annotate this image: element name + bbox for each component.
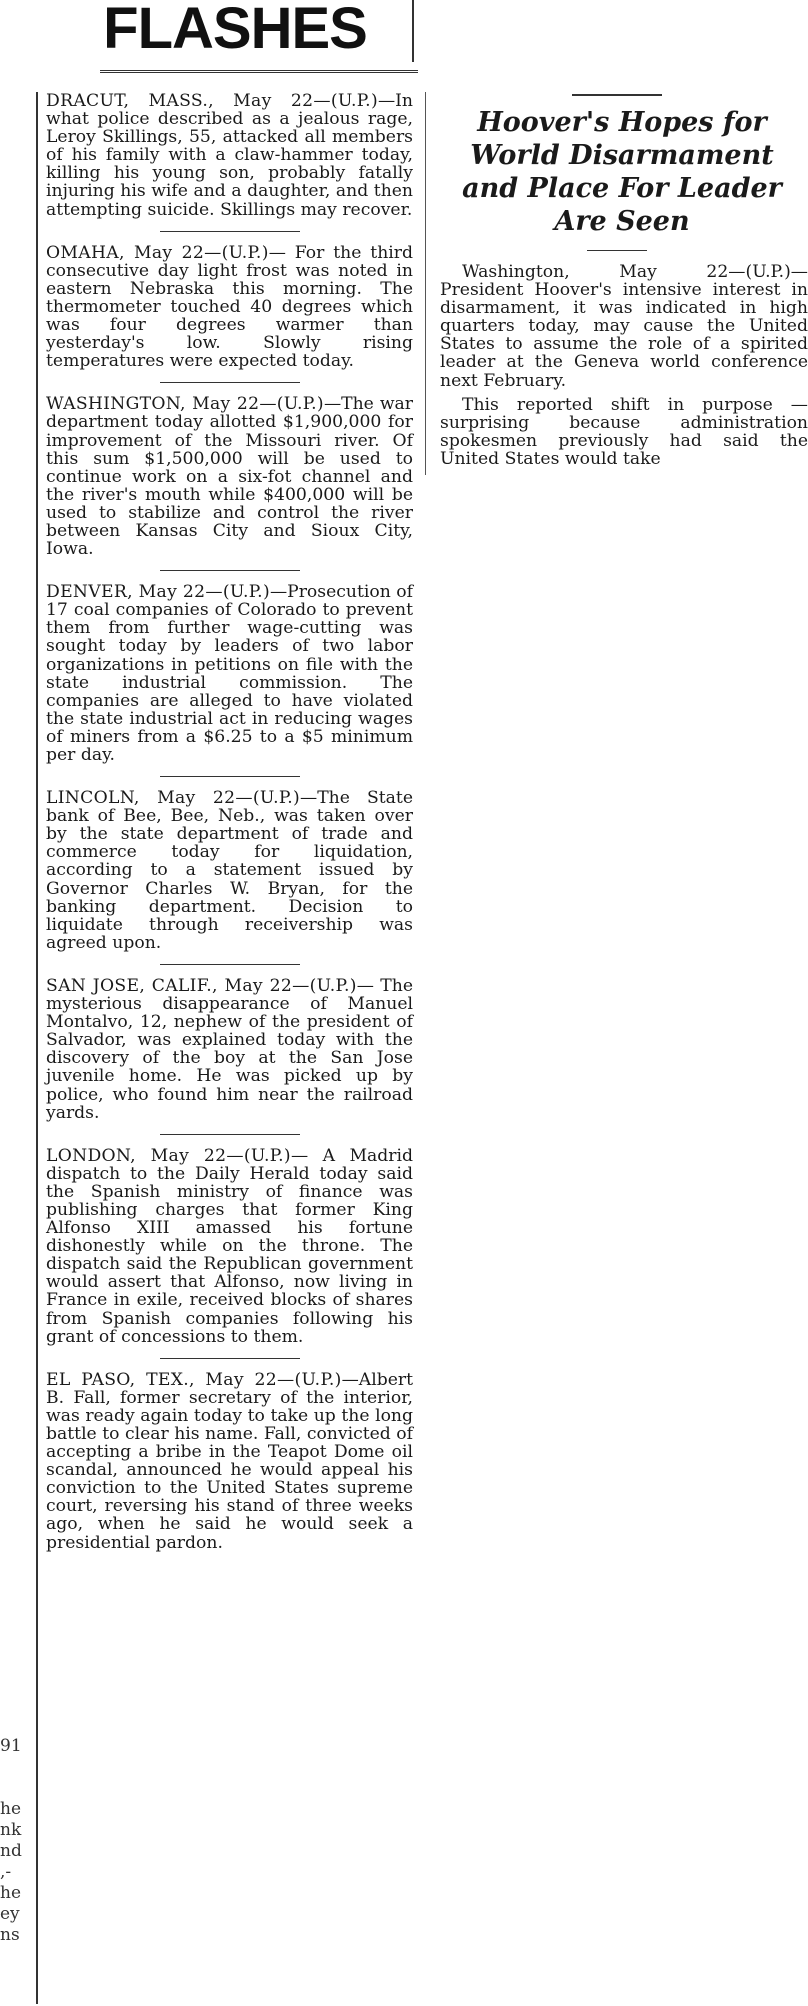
news-item — [38, 1371, 421, 1552]
item-body: —Albert B. Fall, former secretary of the interior, was ready again today to take up the long battle to clear his name. Fall, convicted of accepting a bribe in the Teapot Dome oil scandal, announced he would appeal his conviction to the United States supreme court, reversing his stand of three weeks ago, when he said he would seek a presidential pardon. — [46, 1369, 413, 1553]
news-item — [38, 244, 421, 371]
news-item — [38, 977, 421, 1122]
dateline: WASHINGTON, May 22—(U.P.) — [46, 394, 324, 415]
article-body — [426, 263, 808, 468]
fragment-line: ,- — [0, 1862, 12, 1882]
article-paragraph: This reported shift in purpose —surprising because administration spokesmen previously had said the United States would take — [440, 394, 808, 469]
dateline: EL PASO, TEX., May 22—(U.P.) — [46, 1369, 342, 1390]
fragment-line — [0, 1778, 14, 1799]
fragment-line: nk — [0, 1820, 22, 1840]
item-separator — [160, 1358, 300, 1359]
news-item — [38, 583, 421, 764]
masthead — [100, 0, 418, 73]
section-title: FLASHES — [103, 0, 367, 61]
news-item — [38, 1147, 421, 1346]
fragment-line: he — [0, 1799, 22, 1819]
dateline: DENVER, May 22—(U.P.) — [46, 582, 270, 603]
flashes-column — [36, 92, 421, 2004]
item-body: —The war department today allotted $1,900,000 for improvement of the Missouri river. Of this sum $1,500,000 will be used to continue work on a six-fot channel and the river's mouth while $400,000 will be used to stabilize and control the river between Kansas City and Sioux City, Iowa. — [46, 394, 413, 560]
item-separator — [160, 776, 300, 777]
item-body: — A Madrid dispatch to the Daily Herald today said the Spanish ministry of finance was publishing charges that former King Alfonso XIII amassed his fortune dishonestly while on the throne. The dispatch said the Republican government would assert that Alfonso, now living in France in exile, received blocks of shares from Spanish companies following his grant of concessions to them. — [46, 1145, 414, 1347]
title-rule — [412, 0, 414, 62]
fragment-line: he — [0, 1883, 22, 1903]
fragment-line: 91 — [0, 1736, 22, 1756]
fragment-line: nd — [0, 1841, 22, 1861]
dateline: OMAHA, May 22—(U.P.) — [46, 242, 269, 263]
dateline: DRACUT, MASS., May 22—(U.P.) — [46, 91, 378, 111]
item-body: — The mysterious disappearance of Manuel Montalvo, 12, nephew of the president of Salvador, was explained today with the discovery of the boy at the San Jose juvenile home. He was picked up by police, who found him near the railroad yards. — [46, 975, 413, 1123]
item-separator — [160, 382, 300, 383]
article-paragraph: Washington, May 22—(U.P.)— President Hoover's intensive interest in disarmament, it was indicated in high quarters today, may cause the United States to assume the role of a spirited leader at the Geneva world conference next February. — [440, 262, 808, 391]
item-separator — [160, 1134, 300, 1135]
fragment-line: ns — [0, 1925, 20, 1945]
item-body: — For the third consecutive day light frost was noted in eastern Nebraska this morning. The thermometer touched 40 degrees which was four degrees warmer than yesterday's low. Slowly rising temperatures were expected today. — [46, 242, 413, 372]
news-item — [38, 92, 421, 219]
article-headline: Hoover's Hopes for World Disarmament and Place For Leader Are Seen — [462, 107, 782, 237]
item-separator — [160, 231, 300, 232]
headline-rule — [587, 250, 647, 251]
news-item — [38, 395, 421, 558]
dateline: LINCOLN, May 22—(U.P.) — [46, 788, 301, 809]
dateline: SAN JOSE, CALIF., May 22—(U.P.) — [46, 975, 357, 996]
item-body: —In what police described as a jealous rage, Leroy Skillings, 55, attacked all members of his family with a claw-hammer today, killing his young son, probably fatally injuring his wife and a daughter, and then attempting suicide. Skillings may recover. — [46, 91, 413, 220]
news-item — [38, 789, 421, 952]
fragment-line: ey — [0, 1904, 20, 1924]
hoover-article — [425, 92, 808, 475]
fragment-line — [0, 1757, 14, 1778]
article-top-rule — [572, 94, 662, 96]
item-body: —Prosecution of 17 coal companies of Colorado to prevent them from further wage-cutting was sought today by leaders of two labor organizations in petitions on file with the state industrial commission. The companies are alleged to have violated the state industrial act in reducing wages of miners from a $6.25 to a $5 minimum per day. — [46, 582, 413, 765]
adjacent-column-fragment — [0, 1736, 22, 1946]
dateline: LONDON, May 22—(U.P.) — [46, 1145, 291, 1166]
item-body: —The State bank of Bee, Bee, Neb., was taken over by the state department of trade and commerce today for liquidation, according to a statement issued by Governor Charles W. Bryan, for the banking department. Decision to liquidate through receivership was agreed upon. — [46, 788, 413, 953]
item-separator — [160, 964, 300, 965]
item-separator — [160, 570, 300, 571]
